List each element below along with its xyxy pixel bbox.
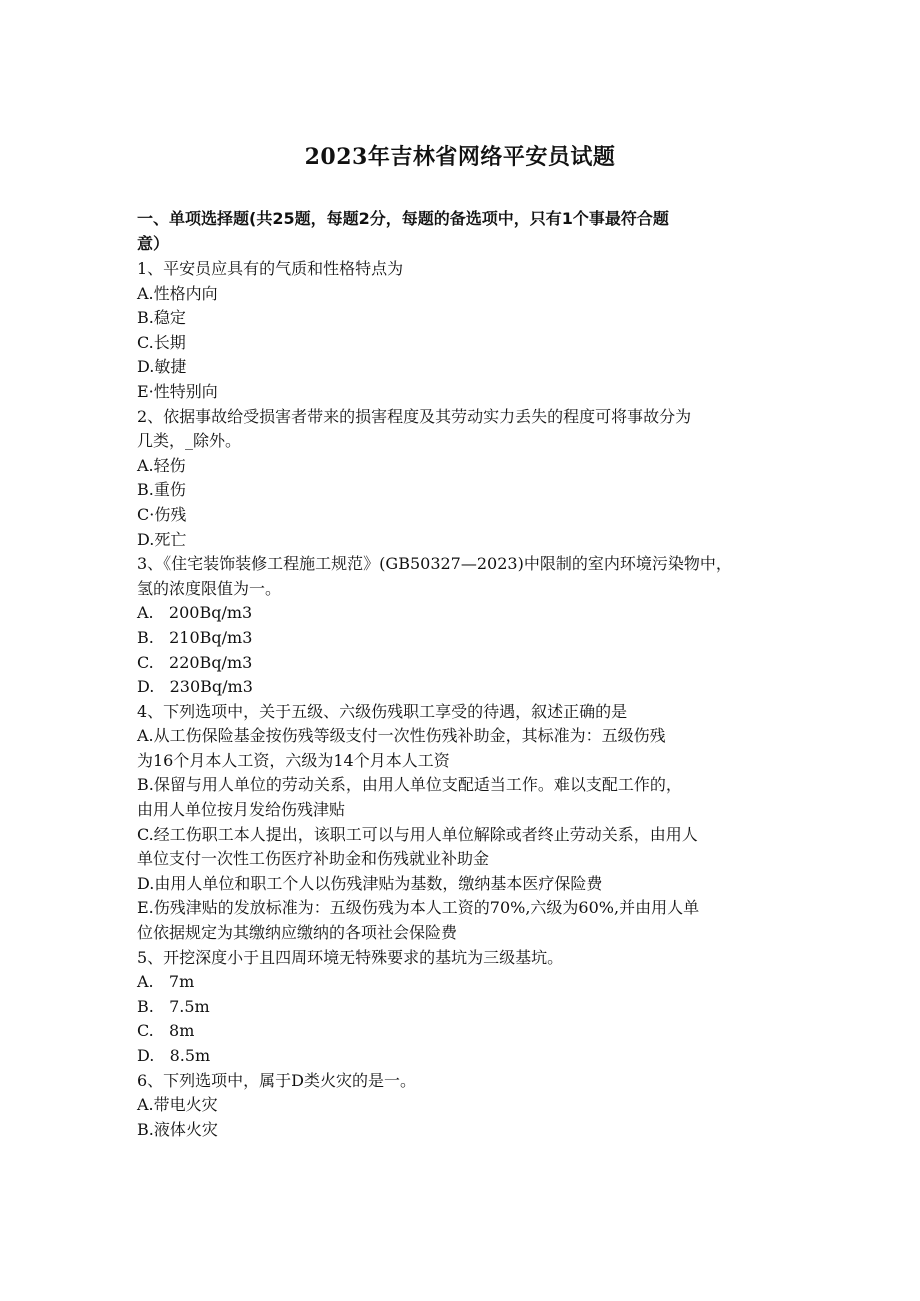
option-d: D. 8.5m (137, 1046, 211, 1065)
option-d: D.敏捷 (137, 357, 187, 377)
question-stem: 2、依据事故给受损害者带来的损害程度及其劳动实力丢失的程度可将事故分为 (137, 406, 692, 426)
question-stem: 1、平安员应具有的气质和性格特点为 (137, 259, 404, 278)
option-a: A. 200Bq∕m3 (137, 603, 253, 623)
option-e: E.伤残津贴的发放标准为：五级伤残为本人工资的70%,六级为60%,并由用人单 (137, 898, 700, 918)
question-stem: 3、《住宅装饰装修工程施工规范》(GB50327—2023)中限制的室内环境污染物中， (137, 554, 732, 574)
option-b: B.稳定 (137, 308, 186, 328)
option-d: D.死亡 (137, 529, 187, 549)
section-heading (137, 206, 797, 256)
option-a: A.轻伤 (137, 455, 186, 475)
section-heading-line: 一、单项选择题(共25题，每题2分，每题的备选项中，只有1个事最符合题 (137, 209, 669, 228)
option-c: C.长期 (137, 332, 186, 352)
question-6 (137, 1069, 797, 1143)
question-1 (137, 257, 797, 405)
option-a: A.性格内向 (137, 283, 218, 303)
document-title: 2023年吉林省网络平安员试题 (304, 144, 616, 170)
option-b: B.液体火灾 (137, 1119, 218, 1139)
document-body (137, 206, 797, 1142)
question-stem: 6、下列选项中，属于D类火灾的是一。 (137, 1070, 417, 1090)
question-2 (137, 405, 797, 553)
option-c: C. 8m (137, 1021, 195, 1041)
option-d: D.由用人单位和职工个人以伤残津贴为基数，缴纳基本医疗保险费 (137, 873, 603, 893)
option-c: C. 220Bq∕m3 (137, 652, 253, 672)
option-b: B. 210Bq∕m3 (137, 627, 253, 647)
question-stem: 5、开挖深度小于且四周环境无特殊要求的基坑为三级基坑。 (137, 947, 564, 967)
option-c-cont: 单位支付一次性工伤医疗补助金和伤残就业补助金 (137, 849, 490, 869)
option-e-cont: 位依据规定为其缴纳应缴纳的各项社会保险费 (137, 923, 458, 943)
option-a-cont: 为16个月本人工资，六级为14个月本人工资 (137, 750, 450, 770)
question-stem: 氢的浓度限值为一。 (137, 578, 282, 598)
option-d: D. 230Bq∕m3 (137, 677, 253, 697)
question-3 (137, 552, 797, 700)
question-stem: 4、下列选项中，关于五级、六级伤残职工享受的待遇，叙述正确的是 (137, 701, 628, 721)
question-stem: 几类，_除外。 (137, 431, 242, 451)
option-b: B.保留与用人单位的劳动关系，由用人单位支配适当工作。难以支配工作的， (137, 775, 682, 795)
option-a: A. 7m (137, 972, 195, 992)
option-c: C·伤残 (137, 504, 187, 524)
option-a: A.带电火灾 (137, 1095, 218, 1115)
question-4 (137, 700, 797, 946)
option-a: A.从工伤保险基金按伤残等级支付一次性伤残补助金，其标准为：五级伤残 (137, 726, 666, 746)
option-c: C.经工伤职工本人提出，该职工可以与用人单位解除或者终止劳动关系，由用人 (137, 824, 698, 844)
option-b-cont: 由用人单位按月发给伤残津贴 (137, 800, 346, 820)
question-5 (137, 946, 797, 1069)
section-heading-line: 意） (137, 234, 170, 253)
option-b: B.重伤 (137, 480, 186, 500)
option-b: B. 7.5m (137, 996, 210, 1016)
option-e: E·性特别向 (137, 381, 218, 401)
